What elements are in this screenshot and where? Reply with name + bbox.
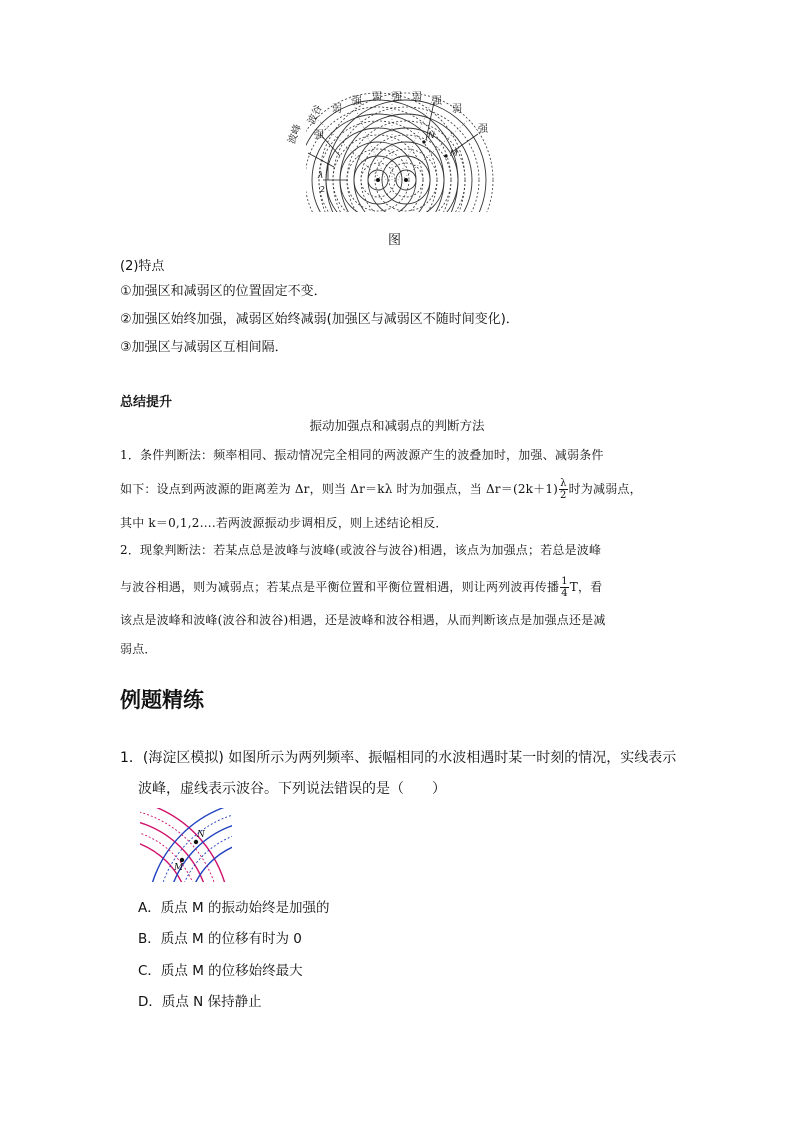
feature-item: ③加强区与减弱区互相间隔． <box>120 340 288 355</box>
label-weak: 弱 <box>332 104 342 115</box>
method-title: 振动加强点和减弱点的判断方法 <box>309 418 485 433</box>
method2-line4: 弱点． <box>120 642 157 656</box>
question-line1: 1．(海淀区模拟) 如图所示为两列频率、振幅相同的水波相遇时某一时刻的情况，实线表示 <box>120 750 677 766</box>
interference-diagram <box>278 90 518 215</box>
label-m: M <box>450 149 458 159</box>
method1-line2: 如下：设点到两波源的距离差为 Δr，则当 Δr＝kλ 时为加强点，当 Δr＝(2k＋1) $\frac{\lambda}{2}$ 时为减弱点， <box>120 478 642 501</box>
option-d[interactable]: D．质点 N 保持静止 <box>138 994 262 1010</box>
label-strong: 强 <box>352 96 362 107</box>
method2-line2: 与波谷相遇，则为减弱点；若某点是平衡位置和平衡位置相遇，则让两列波再传播 $\frac{1}{4}$ T，看 <box>120 576 603 599</box>
wave-intersection-diagram <box>140 808 232 882</box>
summary-heading: 总结提升 <box>120 395 173 410</box>
option-c[interactable]: C．质点 M 的位移始终最大 <box>138 963 303 979</box>
label-lambda: λ <box>318 171 324 181</box>
fraction-one-quarter: $\frac{1}{4}$ <box>561 576 568 599</box>
feature-item: ②加强区始终加强，减弱区始终减弱(加强区与减弱区不随时间变化)． <box>120 312 519 327</box>
point-m-label: M <box>174 863 184 873</box>
point-n-label: N <box>197 830 205 840</box>
label-strong: 强 <box>432 96 442 107</box>
method2-line1: 2．现象判断法：若某点总是波峰与波峰(或波谷与波谷)相遇，该点为加强点；若总是波峰 <box>120 543 602 557</box>
method2-line3: 该点是波峰和波峰(波谷和波谷)相遇，还是波峰和波谷相遇，从而判断该点是加强点还是减 <box>120 613 606 627</box>
features-heading: (2)特点 <box>120 259 165 274</box>
label-strong: 强 <box>478 124 488 135</box>
label-strong: 强 <box>392 92 402 103</box>
option-a[interactable]: A．质点 M 的振动始终是加强的 <box>138 900 330 916</box>
label-weak: 弱 <box>412 92 422 103</box>
option-b[interactable]: B．质点 M 的位移有时为 0 <box>138 931 302 947</box>
label-weak: 弱 <box>452 104 462 115</box>
label-trough: 波谷 <box>306 103 325 127</box>
label-strong: 强 <box>314 130 324 141</box>
label-two: 2 <box>320 185 326 194</box>
method1-line1: 1．条件判断法：频率相同、振动情况完全相同的两波源产生的波叠加时，加强、减弱条件 <box>120 448 604 462</box>
feature-item: ①加强区和减弱区的位置固定不变． <box>120 284 327 299</box>
label-n: N <box>428 131 435 141</box>
method1-line3: 其中 k＝0,1,2….若两波源振动步调相反，则上述结论相反． <box>120 516 448 530</box>
fraction-lambda-over-2: $\frac{\lambda}{2}$ <box>560 478 567 501</box>
question-line2: 波峰，虚线表示波谷。下列说法错误的是（ ） <box>138 781 446 797</box>
example-heading: 例题精练 <box>120 688 204 712</box>
label-weak: 弱 <box>372 92 382 103</box>
figure-caption: 图 <box>388 233 402 248</box>
label-peak: 波峰 <box>286 122 304 146</box>
